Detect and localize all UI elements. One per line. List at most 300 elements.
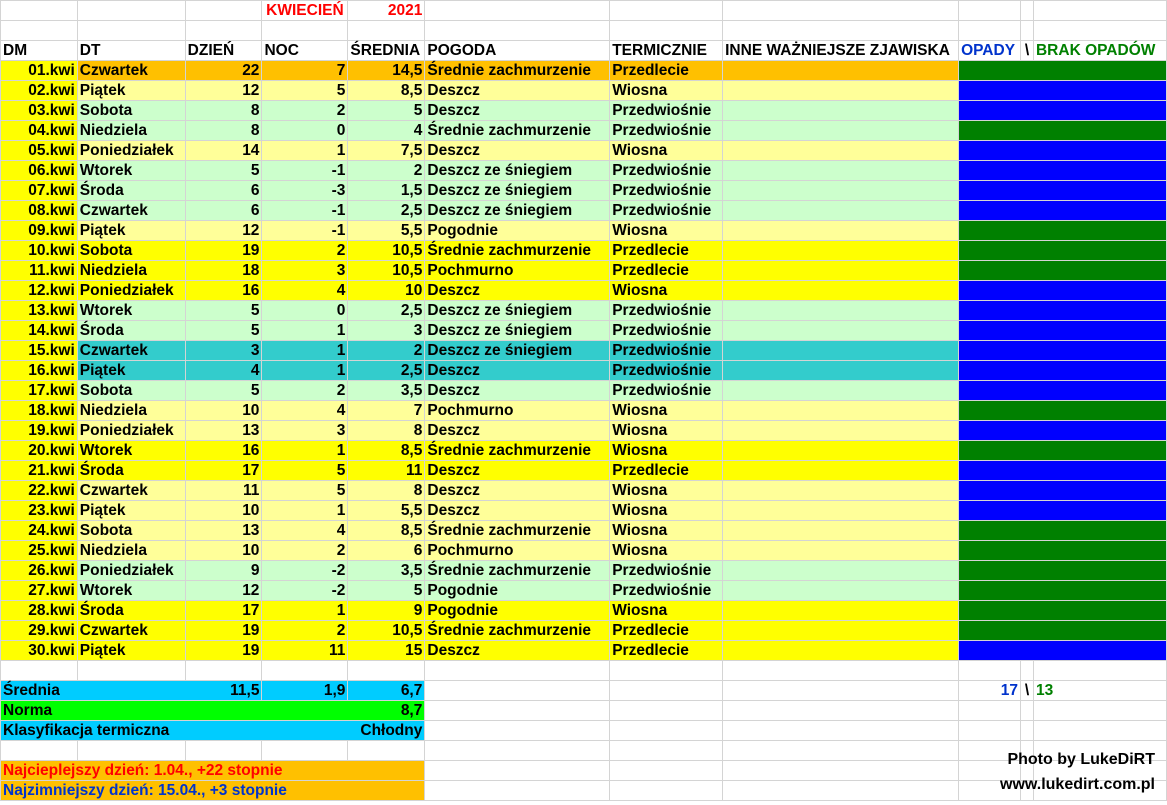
night-temp-cell: 2 [262, 241, 348, 261]
warmest-note: Najcieplejszy dzień: 1.04., +22 stopnie [1, 761, 425, 781]
night-temp-cell: 1 [262, 361, 348, 381]
table-row [1, 521, 1167, 541]
other-phenomena-cell [723, 481, 959, 501]
date-cell: 26.kwi [1, 561, 78, 581]
weekday-cell: Środa [77, 181, 185, 201]
precip-indicator [959, 621, 1167, 641]
weekday-cell: Sobota [77, 381, 185, 401]
avg-temp-cell: 10 [348, 281, 425, 301]
table-row [1, 621, 1167, 641]
weekday-cell: Środa [77, 321, 185, 341]
avg-temp-cell: 11 [348, 461, 425, 481]
precip-indicator [959, 121, 1167, 141]
day-temp-cell: 5 [185, 301, 262, 321]
weather-cell: Deszcz ze śniegiem [425, 341, 610, 361]
avg-temp-cell: 3 [348, 321, 425, 341]
month-title: KWIECIEŃ [262, 1, 348, 21]
table-row [1, 421, 1167, 441]
day-temp-cell: 19 [185, 621, 262, 641]
summary-class-row [1, 721, 1167, 741]
precip-indicator [959, 181, 1167, 201]
date-cell: 19.kwi [1, 421, 78, 441]
weekday-cell: Piątek [77, 221, 185, 241]
date-cell: 27.kwi [1, 581, 78, 601]
other-phenomena-cell [723, 241, 959, 261]
other-phenomena-cell [723, 321, 959, 341]
date-cell: 09.kwi [1, 221, 78, 241]
table-row [1, 221, 1167, 241]
weekday-cell: Piątek [77, 501, 185, 521]
avg-temp-cell: 8 [348, 421, 425, 441]
night-temp-cell: 2 [262, 381, 348, 401]
other-phenomena-cell [723, 161, 959, 181]
weekday-cell: Niedziela [77, 541, 185, 561]
avg-temp-cell: 8,5 [348, 441, 425, 461]
weather-cell: Deszcz ze śniegiem [425, 321, 610, 341]
weather-cell: Średnie zachmurzenie [425, 621, 610, 641]
weekday-cell: Poniedziałek [77, 421, 185, 441]
date-cell: 23.kwi [1, 501, 78, 521]
avg-night-value: 1,9 [262, 681, 348, 701]
night-temp-cell: 1 [262, 321, 348, 341]
other-phenomena-cell [723, 121, 959, 141]
night-temp-cell: 5 [262, 481, 348, 501]
precip-indicator [959, 401, 1167, 421]
weather-cell: Deszcz [425, 81, 610, 101]
other-phenomena-cell [723, 581, 959, 601]
weekday-cell: Wtorek [77, 161, 185, 181]
weather-cell: Pochmurno [425, 261, 610, 281]
date-cell: 20.kwi [1, 441, 78, 461]
day-temp-cell: 4 [185, 361, 262, 381]
other-phenomena-cell [723, 521, 959, 541]
avg-temp-cell: 5,5 [348, 501, 425, 521]
day-temp-cell: 19 [185, 641, 262, 661]
date-cell: 10.kwi [1, 241, 78, 261]
thermal-cell: Wiosna [610, 441, 723, 461]
table-row [1, 81, 1167, 101]
other-phenomena-cell [723, 641, 959, 661]
thermal-cell: Przedwiośnie [610, 361, 723, 381]
col-header-other: INNE WAŻNIEJSZE ZJAWISKA [723, 41, 959, 61]
sheet-body [1, 1, 1167, 801]
other-phenomena-cell [723, 201, 959, 221]
weather-cell: Pogodnie [425, 581, 610, 601]
avg-temp-cell: 5 [348, 581, 425, 601]
weather-cell: Średnie zachmurzenie [425, 561, 610, 581]
precip-indicator [959, 241, 1167, 261]
avg-temp-cell: 9 [348, 601, 425, 621]
day-temp-cell: 5 [185, 321, 262, 341]
date-cell: 28.kwi [1, 601, 78, 621]
table-row [1, 401, 1167, 421]
spacer-row [1, 661, 1167, 681]
weather-cell: Pogodnie [425, 221, 610, 241]
weather-cell: Deszcz [425, 101, 610, 121]
thermal-cell: Przedwiośnie [610, 181, 723, 201]
avg-temp-cell: 8 [348, 481, 425, 501]
date-cell: 24.kwi [1, 521, 78, 541]
weather-cell: Deszcz ze śniegiem [425, 181, 610, 201]
table-row [1, 281, 1167, 301]
table-row [1, 381, 1167, 401]
col-header-dt: DT [77, 41, 185, 61]
thermal-cell: Przedlecie [610, 261, 723, 281]
other-phenomena-cell [723, 561, 959, 581]
photo-credit: Photo by LukeDiRT [1007, 751, 1155, 768]
precip-indicator [959, 381, 1167, 401]
day-temp-cell: 17 [185, 601, 262, 621]
date-cell: 29.kwi [1, 621, 78, 641]
col-header-weather: POGODA [425, 41, 610, 61]
day-temp-cell: 19 [185, 241, 262, 261]
thermal-cell: Przedwiośnie [610, 341, 723, 361]
day-temp-cell: 16 [185, 281, 262, 301]
avg-mean-value: 6,7 [348, 681, 425, 701]
summary-norm-row [1, 701, 1167, 721]
avg-temp-cell: 5,5 [348, 221, 425, 241]
thermal-cell: Przedwiośnie [610, 301, 723, 321]
avg-temp-cell: 3,5 [348, 381, 425, 401]
night-temp-cell: -2 [262, 561, 348, 581]
precip-indicator [959, 341, 1167, 361]
thermal-cell: Wiosna [610, 221, 723, 241]
other-phenomena-cell [723, 461, 959, 481]
weather-cell: Pogodnie [425, 601, 610, 621]
table-row [1, 541, 1167, 561]
weekday-cell: Czwartek [77, 341, 185, 361]
table-row [1, 181, 1167, 201]
other-phenomena-cell [723, 301, 959, 321]
table-row [1, 301, 1167, 321]
day-temp-cell: 12 [185, 581, 262, 601]
date-cell: 07.kwi [1, 181, 78, 201]
weekday-cell: Niedziela [77, 121, 185, 141]
table-row [1, 121, 1167, 141]
table-row [1, 641, 1167, 661]
day-temp-cell: 16 [185, 441, 262, 461]
table-row [1, 141, 1167, 161]
weather-cell: Deszcz ze śniegiem [425, 161, 610, 181]
weekday-cell: Poniedziałek [77, 561, 185, 581]
thermal-cell: Wiosna [610, 601, 723, 621]
day-temp-cell: 6 [185, 201, 262, 221]
day-temp-cell: 6 [185, 181, 262, 201]
weekday-cell: Poniedziałek [77, 141, 185, 161]
weekday-cell: Sobota [77, 241, 185, 261]
night-temp-cell: 1 [262, 441, 348, 461]
thermal-cell: Wiosna [610, 421, 723, 441]
night-temp-cell: 4 [262, 401, 348, 421]
weather-cell: Deszcz [425, 461, 610, 481]
other-phenomena-cell [723, 281, 959, 301]
table-row [1, 581, 1167, 601]
avg-temp-cell: 4 [348, 121, 425, 141]
day-temp-cell: 13 [185, 421, 262, 441]
other-phenomena-cell [723, 341, 959, 361]
precip-indicator [959, 561, 1167, 581]
table-row [1, 601, 1167, 621]
spacer-row [1, 21, 1167, 41]
precip-indicator [959, 161, 1167, 181]
table-row [1, 61, 1167, 81]
date-cell: 22.kwi [1, 481, 78, 501]
header-row [1, 41, 1167, 61]
date-cell: 03.kwi [1, 101, 78, 121]
count-separator: \ [1021, 681, 1034, 701]
precip-indicator [959, 361, 1167, 381]
precip-indicator [959, 141, 1167, 161]
night-temp-cell: 11 [262, 641, 348, 661]
day-temp-cell: 10 [185, 401, 262, 421]
weather-cell: Deszcz [425, 421, 610, 441]
day-temp-cell: 18 [185, 261, 262, 281]
avg-temp-cell: 2,5 [348, 361, 425, 381]
thermal-cell: Przedwiośnie [610, 121, 723, 141]
day-temp-cell: 3 [185, 341, 262, 361]
avg-temp-cell: 2 [348, 341, 425, 361]
thermal-cell: Przedlecie [610, 461, 723, 481]
precip-indicator [959, 321, 1167, 341]
norm-value: 8,7 [348, 701, 425, 721]
avg-temp-cell: 10,5 [348, 261, 425, 281]
col-header-noprecip: BRAK OPADÓW [1033, 41, 1166, 61]
night-temp-cell: -1 [262, 161, 348, 181]
avg-temp-cell: 7 [348, 401, 425, 421]
other-phenomena-cell [723, 601, 959, 621]
thermal-cell: Wiosna [610, 401, 723, 421]
date-cell: 01.kwi [1, 61, 78, 81]
noprecip-count: 13 [1033, 681, 1166, 701]
weekday-cell: Wtorek [77, 441, 185, 461]
night-temp-cell: 0 [262, 121, 348, 141]
precip-indicator [959, 101, 1167, 121]
precip-indicator [959, 421, 1167, 441]
weather-cell: Deszcz [425, 141, 610, 161]
date-cell: 04.kwi [1, 121, 78, 141]
night-temp-cell: 2 [262, 541, 348, 561]
night-temp-cell: 0 [262, 301, 348, 321]
night-temp-cell: 3 [262, 261, 348, 281]
thermal-cell: Przedwiośnie [610, 381, 723, 401]
night-temp-cell: -1 [262, 201, 348, 221]
day-temp-cell: 5 [185, 161, 262, 181]
precip-indicator [959, 541, 1167, 561]
table-row [1, 441, 1167, 461]
coldest-note: Najzimniejszy dzień: 15.04., +3 stopnie [1, 781, 425, 801]
thermal-cell: Wiosna [610, 541, 723, 561]
other-phenomena-cell [723, 181, 959, 201]
thermal-cell: Wiosna [610, 81, 723, 101]
day-temp-cell: 11 [185, 481, 262, 501]
table-row [1, 361, 1167, 381]
avg-temp-cell: 3,5 [348, 561, 425, 581]
precip-indicator [959, 221, 1167, 241]
thermal-cell: Przedwiośnie [610, 561, 723, 581]
other-phenomena-cell [723, 101, 959, 121]
avg-temp-cell: 6 [348, 541, 425, 561]
date-cell: 18.kwi [1, 401, 78, 421]
date-cell: 30.kwi [1, 641, 78, 661]
year-title: 2021 [348, 1, 425, 21]
precip-indicator [959, 61, 1167, 81]
night-temp-cell: -3 [262, 181, 348, 201]
other-phenomena-cell [723, 261, 959, 281]
night-temp-cell: 4 [262, 521, 348, 541]
precip-indicator [959, 301, 1167, 321]
weather-cell: Średnie zachmurzenie [425, 521, 610, 541]
norm-label: Norma [1, 701, 348, 721]
day-temp-cell: 5 [185, 381, 262, 401]
col-header-sep: \ [1021, 41, 1034, 61]
other-phenomena-cell [723, 81, 959, 101]
day-temp-cell: 12 [185, 81, 262, 101]
avg-temp-cell: 10,5 [348, 241, 425, 261]
night-temp-cell: 7 [262, 61, 348, 81]
avg-temp-cell: 2,5 [348, 301, 425, 321]
avg-temp-cell: 1,5 [348, 181, 425, 201]
weather-cell: Średnie zachmurzenie [425, 241, 610, 261]
other-phenomena-cell [723, 621, 959, 641]
weather-cell: Deszcz [425, 281, 610, 301]
date-cell: 12.kwi [1, 281, 78, 301]
table-row [1, 341, 1167, 361]
col-header-avg: ŚREDNIA [348, 41, 425, 61]
date-cell: 06.kwi [1, 161, 78, 181]
day-temp-cell: 13 [185, 521, 262, 541]
avg-temp-cell: 5 [348, 101, 425, 121]
col-header-day: DZIEŃ [185, 41, 262, 61]
weekday-cell: Środa [77, 461, 185, 481]
table-row [1, 201, 1167, 221]
date-cell: 13.kwi [1, 301, 78, 321]
col-header-thermal: TERMICZNIE [610, 41, 723, 61]
weekday-cell: Środa [77, 601, 185, 621]
weather-cell: Średnie zachmurzenie [425, 121, 610, 141]
weather-cell: Pochmurno [425, 541, 610, 561]
day-temp-cell: 8 [185, 101, 262, 121]
thermal-cell: Przedwiośnie [610, 321, 723, 341]
night-temp-cell: 5 [262, 81, 348, 101]
thermal-cell: Przedwiośnie [610, 101, 723, 121]
table-row [1, 161, 1167, 181]
weekday-cell: Piątek [77, 641, 185, 661]
other-phenomena-cell [723, 361, 959, 381]
thermal-cell: Wiosna [610, 141, 723, 161]
avg-temp-cell: 15 [348, 641, 425, 661]
night-temp-cell: 1 [262, 341, 348, 361]
night-temp-cell: 5 [262, 461, 348, 481]
weekday-cell: Niedziela [77, 261, 185, 281]
thermal-cell: Wiosna [610, 501, 723, 521]
thermal-cell: Przedwiośnie [610, 201, 723, 221]
thermal-cell: Przedlecie [610, 61, 723, 81]
weekday-cell: Czwartek [77, 621, 185, 641]
thermal-cell: Przedlecie [610, 641, 723, 661]
col-header-night: NOC [262, 41, 348, 61]
col-header-dm: DM [1, 41, 78, 61]
night-temp-cell: 2 [262, 101, 348, 121]
weekday-cell: Czwartek [77, 201, 185, 221]
precip-indicator [959, 81, 1167, 101]
weekday-cell: Piątek [77, 81, 185, 101]
night-temp-cell: 1 [262, 601, 348, 621]
night-temp-cell: -2 [262, 581, 348, 601]
night-temp-cell: 2 [262, 621, 348, 641]
date-cell: 15.kwi [1, 341, 78, 361]
weekday-cell: Niedziela [77, 401, 185, 421]
weather-cell: Deszcz [425, 361, 610, 381]
precip-indicator [959, 481, 1167, 501]
precip-count: 17 [959, 681, 1021, 701]
thermal-cell: Wiosna [610, 481, 723, 501]
date-cell: 21.kwi [1, 461, 78, 481]
table-row [1, 501, 1167, 521]
day-temp-cell: 8 [185, 121, 262, 141]
avg-temp-cell: 8,5 [348, 81, 425, 101]
precip-indicator [959, 261, 1167, 281]
summary-avg-row [1, 681, 1167, 701]
weekday-cell: Czwartek [77, 481, 185, 501]
weekday-cell: Czwartek [77, 61, 185, 81]
table-row [1, 241, 1167, 261]
avg-temp-cell: 10,5 [348, 621, 425, 641]
thermal-cell: Przedwiośnie [610, 581, 723, 601]
precip-indicator [959, 501, 1167, 521]
col-header-precip: OPADY [959, 41, 1021, 61]
weekday-cell: Wtorek [77, 301, 185, 321]
night-temp-cell: 1 [262, 501, 348, 521]
date-cell: 08.kwi [1, 201, 78, 221]
weekday-cell: Poniedziałek [77, 281, 185, 301]
site-credit[interactable]: www.lukedirt.com.pl [1000, 776, 1155, 793]
avg-temp-cell: 2,5 [348, 201, 425, 221]
weekday-cell: Sobota [77, 101, 185, 121]
avg-temp-cell: 2 [348, 161, 425, 181]
day-temp-cell: 10 [185, 501, 262, 521]
avg-temp-cell: 14,5 [348, 61, 425, 81]
precip-indicator [959, 601, 1167, 621]
thermal-cell: Przedlecie [610, 241, 723, 261]
avg-label: Średnia [1, 681, 186, 701]
date-cell: 14.kwi [1, 321, 78, 341]
table-row [1, 461, 1167, 481]
day-temp-cell: 22 [185, 61, 262, 81]
other-phenomena-cell [723, 441, 959, 461]
class-value: Chłodny [348, 721, 425, 741]
table-row [1, 321, 1167, 341]
other-phenomena-cell [723, 401, 959, 421]
avg-day-value: 11,5 [185, 681, 262, 701]
thermal-cell: Przedlecie [610, 621, 723, 641]
weekday-cell: Piątek [77, 361, 185, 381]
night-temp-cell: 1 [262, 141, 348, 161]
avg-temp-cell: 8,5 [348, 521, 425, 541]
weather-cell: Deszcz [425, 641, 610, 661]
other-phenomena-cell [723, 381, 959, 401]
day-temp-cell: 12 [185, 221, 262, 241]
title-row [1, 1, 1167, 21]
date-cell: 11.kwi [1, 261, 78, 281]
avg-temp-cell: 7,5 [348, 141, 425, 161]
note-coldest-row [1, 781, 1167, 801]
other-phenomena-cell [723, 501, 959, 521]
weather-cell: Deszcz [425, 381, 610, 401]
date-cell: 25.kwi [1, 541, 78, 561]
weekday-cell: Sobota [77, 521, 185, 541]
weather-cell: Średnie zachmurzenie [425, 61, 610, 81]
day-temp-cell: 17 [185, 461, 262, 481]
